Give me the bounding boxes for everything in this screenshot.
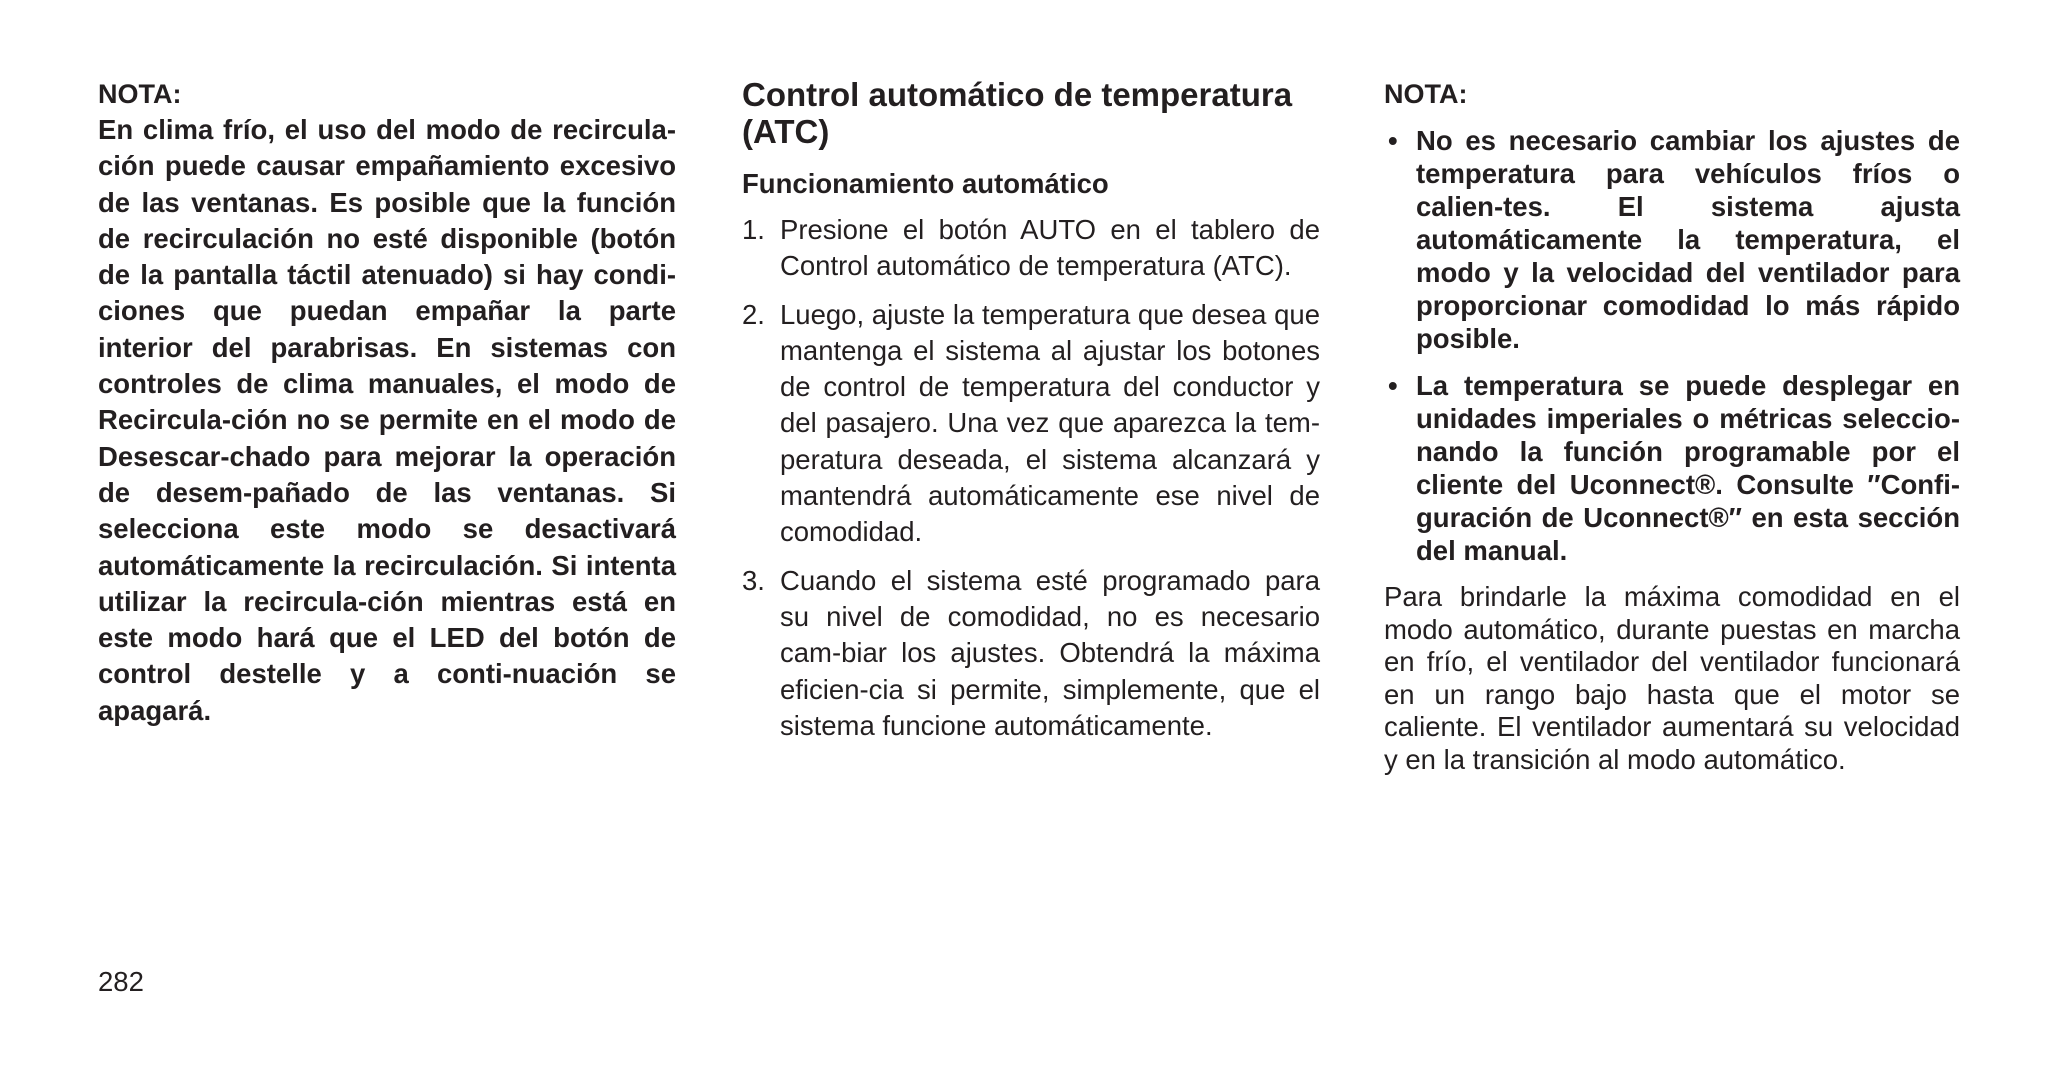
note-bullets (1384, 124, 1960, 567)
note-text: En clima frío, el uso del modo de recircula-ción puede causar empañamiento excesivo de las ventanas. Es posible que la función de recirculación no esté disponible (botón de la pantalla táctil atenuado) si hay condi-ciones que puedan empañar la parte interior del parabrisas. En sistemas con controles de clima manuales, el modo de Recircula-ción no se permite en el modo de Desescar-chado para mejorar la operación de desem-pañado de las ventanas. Si selecciona este modo se desactivará automáticamente la recirculación. Si intenta utilizar la recircula-ción mientras está en este modo hará que el LED del botón de control destelle y a conti-nuación se apagará. (98, 114, 676, 726)
note-label: NOTA: (98, 79, 182, 109)
note-label: NOTA: (1384, 79, 1468, 109)
step-text: Luego, ajuste la temperatura que desea que mantenga el sistema al ajustar los botones de control de temperatura del conductor y del pasajero. Una vez que aparezca la tem-peratura deseada, el sistema alcanzará y mantendrá automáticamente ese nivel de comodidad. (780, 298, 1320, 548)
step-text: Cuando el sistema esté programado para su nivel de comodidad, no es necesario cam-biar los ajustes. Obtendrá la máxima eficien-cia si permite, simplemente, que el sistema funcione automáticamente. (780, 564, 1320, 741)
step-number: 2. (742, 298, 765, 330)
bullet-icon: • (1388, 370, 1398, 401)
step-number: 1. (742, 214, 765, 245)
steps-list (742, 212, 1320, 744)
right-column (1384, 76, 1960, 776)
step-number: 3. (742, 564, 765, 596)
list-item (742, 563, 1320, 744)
list-item (742, 212, 1320, 285)
list-item (1384, 369, 1960, 567)
bullet-text: La temperatura se puede desplegar en unidades imperiales o métricas seleccio-nando la función programable por el cliente del Uconnect®. Consulte ″Confi-guración de Uconnect®″ en esta sección del manual. (1416, 370, 1960, 566)
list-item (1384, 124, 1960, 355)
step-text: Presione el botón AUTO en el tablero de Control automático de temperatura (ATC). (780, 214, 1320, 282)
bullet-icon: • (1388, 125, 1398, 156)
list-item (742, 297, 1320, 551)
middle-column (742, 76, 1320, 756)
page-number: 282 (98, 966, 144, 997)
section-subheading: Funcionamiento automático (742, 168, 1109, 199)
body-paragraph: Para brindarle la máxima comodidad en el modo automático, durante puestas en marcha en frío, el ventilador del ventilador funcionará en un rango bajo hasta que el motor se caliente. El ventilador aumentará su velocidad y en la transición al modo automático. (1384, 581, 1960, 775)
bullet-text: No es necesario cambiar los ajustes de temperatura para vehículos fríos o calien-tes. El sistema ajusta automáticamente la temperatura, el modo y la velocidad del ventilador para proporcionar comodidad lo más rápido posible. (1416, 125, 1960, 354)
left-column (98, 76, 676, 729)
section-heading: Control automático de temperatura (ATC) (742, 76, 1293, 150)
